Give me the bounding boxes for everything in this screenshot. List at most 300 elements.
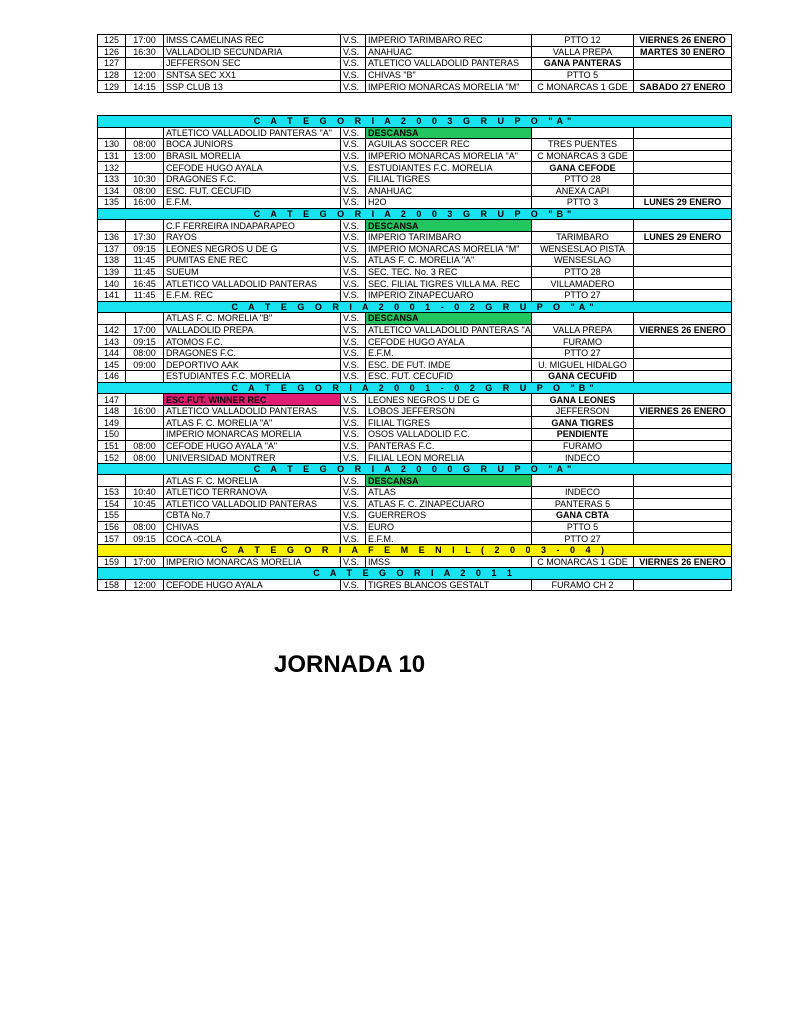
versus-label: V.S. <box>341 359 366 371</box>
versus-label: V.S. <box>341 452 366 464</box>
match-row <box>98 533 732 545</box>
home-team: RAYOS <box>164 231 341 243</box>
home-team: ATLETICO VALLADOLID PANTERAS <box>164 498 341 510</box>
match-time: 17:00 <box>126 556 164 568</box>
match-number: 132 <box>98 162 126 174</box>
match-row <box>98 324 732 336</box>
match-time: 16:00 <box>126 197 164 209</box>
match-time: 17:30 <box>126 231 164 243</box>
match-number: 130 <box>98 139 126 151</box>
home-team: ATLETICO TERRANOVA <box>164 487 341 499</box>
match-number: 157 <box>98 533 126 545</box>
versus-label: V.S. <box>341 220 366 232</box>
match-time: 17:00 <box>126 35 164 47</box>
match-number: 143 <box>98 336 126 348</box>
versus-label: V.S. <box>341 289 366 301</box>
away-team: ESTUDIANTES F.C. MORELIA <box>366 162 532 174</box>
match-number: 156 <box>98 521 126 533</box>
match-number: 138 <box>98 255 126 267</box>
away-team: DESCANSA <box>366 127 532 139</box>
match-number <box>98 220 126 232</box>
match-number: 129 <box>98 81 126 93</box>
versus-label: V.S. <box>341 162 366 174</box>
match-date <box>634 266 732 278</box>
match-row <box>98 429 732 441</box>
away-team: IMPERIO TARIMBARO <box>366 231 532 243</box>
match-row <box>98 371 732 383</box>
match-row <box>98 46 732 58</box>
away-team: IMPERIO ZINAPECUARO <box>366 289 532 301</box>
home-team: PUMITAS ENE REC <box>164 255 341 267</box>
match-number: 155 <box>98 510 126 522</box>
venue: VALLA PREPA <box>532 46 634 58</box>
away-team: PANTERAS F.C. <box>366 440 532 452</box>
versus-label: V.S. <box>341 185 366 197</box>
versus-label: V.S. <box>341 81 366 93</box>
away-team: CHIVAS "B" <box>366 69 532 81</box>
match-time: 08:00 <box>126 347 164 359</box>
versus-label: V.S. <box>341 127 366 139</box>
versus-label: V.S. <box>341 405 366 417</box>
match-number: 135 <box>98 197 126 209</box>
away-team: GUERREROS <box>366 510 532 522</box>
venue: WENSESLAO <box>532 255 634 267</box>
away-team: ANAHUAC <box>366 46 532 58</box>
venue <box>532 127 634 139</box>
home-team: CHIVAS <box>164 521 341 533</box>
venue: GANA TIGRES <box>532 417 634 429</box>
match-number: 133 <box>98 173 126 185</box>
versus-label: V.S. <box>341 336 366 348</box>
venue: PTTO 5 <box>532 521 634 533</box>
versus-label: V.S. <box>341 139 366 151</box>
away-team: ANAHUAC <box>366 185 532 197</box>
versus-label: V.S. <box>341 150 366 162</box>
home-team: ATLETICO VALLADOLID PANTERAS <box>164 278 341 290</box>
away-team: FILIAL TIGRES <box>366 173 532 185</box>
venue: TRES PUENTES <box>532 139 634 151</box>
versus-label: V.S. <box>341 197 366 209</box>
match-row <box>98 452 732 464</box>
match-row <box>98 255 732 267</box>
home-team: ESC. FUT. CECUFID <box>164 185 341 197</box>
versus-label: V.S. <box>341 417 366 429</box>
versus-label: V.S. <box>341 46 366 58</box>
versus-label: V.S. <box>341 69 366 81</box>
match-row <box>98 417 732 429</box>
home-team: E.F.M. <box>164 197 341 209</box>
home-team: DEPORTIVO AAK <box>164 359 341 371</box>
venue: PTTO 27 <box>532 533 634 545</box>
venue: C MONARCAS 1 GDE <box>532 556 634 568</box>
versus-label: V.S. <box>341 278 366 290</box>
jornada-title: JORNADA 10 <box>274 651 426 678</box>
match-number: 128 <box>98 69 126 81</box>
match-number: 125 <box>98 35 126 47</box>
category-header-row <box>98 544 732 556</box>
match-row <box>98 69 732 81</box>
match-time: 16:45 <box>126 278 164 290</box>
versus-label: V.S. <box>341 347 366 359</box>
match-time: 08:00 <box>126 440 164 452</box>
match-number: 150 <box>98 429 126 441</box>
match-row <box>98 394 732 406</box>
versus-label: V.S. <box>341 440 366 452</box>
home-team: ATLETICO VALLADOLID PANTERAS "A" <box>164 127 341 139</box>
category-header-row <box>98 463 732 475</box>
versus-label: V.S. <box>341 35 366 47</box>
away-team: CEFODE HUGO AYALA <box>366 336 532 348</box>
match-row <box>98 231 732 243</box>
venue: GANA CBTA <box>532 510 634 522</box>
versus-label: V.S. <box>341 266 366 278</box>
match-row <box>98 475 732 487</box>
away-team: ATLETICO VALLADOLID PANTERAS <box>366 58 532 70</box>
away-team: ATLAS F. C. ZINAPECUARO <box>366 498 532 510</box>
home-team: CEFODE HUGO AYALA <box>164 579 341 591</box>
away-team: LOBOS JEFFERSON <box>366 405 532 417</box>
home-team: UNIVERSIDAD MONTRER <box>164 452 341 464</box>
match-row <box>98 498 732 510</box>
match-number: 140 <box>98 278 126 290</box>
versus-label: V.S. <box>341 579 366 591</box>
match-date <box>634 452 732 464</box>
match-number: 149 <box>98 417 126 429</box>
category-label: C A T E G O R I A 2 0 0 0 G R U P O "A" <box>98 463 732 475</box>
versus-label: V.S. <box>341 521 366 533</box>
match-number: 159 <box>98 556 126 568</box>
home-team: ATLAS F. C. MORELIA <box>164 475 341 487</box>
match-number: 153 <box>98 487 126 499</box>
versus-label: V.S. <box>341 231 366 243</box>
match-date <box>634 521 732 533</box>
match-date <box>634 127 732 139</box>
match-time: 08:00 <box>126 139 164 151</box>
home-team: BRASIL MORELIA <box>164 150 341 162</box>
venue: INDECO <box>532 487 634 499</box>
versus-label: V.S. <box>341 556 366 568</box>
match-time: 11:45 <box>126 255 164 267</box>
home-team: JEFFERSON SEC <box>164 58 341 70</box>
home-team: SUEUM <box>164 266 341 278</box>
versus-label: V.S. <box>341 58 366 70</box>
match-number: 126 <box>98 46 126 58</box>
versus-label: V.S. <box>341 255 366 267</box>
match-row <box>98 185 732 197</box>
home-team: CBTA No.7 <box>164 510 341 522</box>
match-number: 154 <box>98 498 126 510</box>
category-label: C A T E G O R I A 2 0 0 3 G R U P O "B" <box>98 208 732 220</box>
away-team: TIGRES BLANCOS GESTALT <box>366 579 532 591</box>
venue: PENDIENTE <box>532 429 634 441</box>
match-time: 13:00 <box>126 150 164 162</box>
away-team: DESCANSA <box>366 220 532 232</box>
match-time: 08:00 <box>126 185 164 197</box>
versus-label: V.S. <box>341 498 366 510</box>
category-label: C A T E G O R I A 2 0 0 3 G R U P O "A" <box>98 116 732 128</box>
match-row <box>98 220 732 232</box>
category-header-row <box>98 382 732 394</box>
venue: VALLA PREPA <box>532 324 634 336</box>
match-row <box>98 162 732 174</box>
match-date <box>634 336 732 348</box>
home-team: ESTUDIANTES F.C. MORELIA <box>164 371 341 383</box>
home-team: E.F.M. REC <box>164 289 341 301</box>
match-row <box>98 405 732 417</box>
home-team: CEFODE HUGO AYALA "A" <box>164 440 341 452</box>
match-date <box>634 69 732 81</box>
venue: PTTO 3 <box>532 197 634 209</box>
match-time: 08:00 <box>126 521 164 533</box>
match-date <box>634 475 732 487</box>
versus-label: V.S. <box>341 487 366 499</box>
match-time: 10:45 <box>126 498 164 510</box>
match-time: 11:45 <box>126 266 164 278</box>
match-row <box>98 197 732 209</box>
away-team: IMPERIO TARIMBARO REC <box>366 35 532 47</box>
match-time: 10:40 <box>126 487 164 499</box>
venue: PTTO 12 <box>532 35 634 47</box>
match-time: 09:00 <box>126 359 164 371</box>
match-time <box>126 429 164 441</box>
match-row <box>98 35 732 47</box>
away-team: ESC. DE FUT. IMDE <box>366 359 532 371</box>
away-team: IMPERIO MONARCAS MORELIA "M" <box>366 81 532 93</box>
venue: ANEXA CAPI <box>532 185 634 197</box>
venue: TARIMBARO <box>532 231 634 243</box>
match-time: 09:15 <box>126 336 164 348</box>
versus-label: V.S. <box>341 173 366 185</box>
match-date <box>634 243 732 255</box>
match-time <box>126 510 164 522</box>
versus-label: V.S. <box>341 510 366 522</box>
match-time: 12:00 <box>126 69 164 81</box>
match-date <box>634 487 732 499</box>
category-label: C A T E G O R I A 2 0 0 1 - 0 2 G R U P O "B" <box>98 382 732 394</box>
away-team: SEC. FILIAL TIGRES VILLA MA. REC <box>366 278 532 290</box>
match-number: 145 <box>98 359 126 371</box>
category-label: C A T E G O R I A 2 0 1 1 <box>98 568 732 580</box>
match-date <box>634 313 732 325</box>
venue: PTTO 5 <box>532 69 634 81</box>
match-date <box>634 139 732 151</box>
away-team: IMPERIO MONARCAS MORELIA "M" <box>366 243 532 255</box>
match-time: 14:15 <box>126 81 164 93</box>
home-team: CEFODE HUGO AYALA <box>164 162 341 174</box>
match-number <box>98 313 126 325</box>
match-row <box>98 487 732 499</box>
category-label: C A T E G O R I A 2 0 0 1 - 0 2 G R U P O "A" <box>98 301 732 313</box>
home-team: BOCA JUNIORS <box>164 139 341 151</box>
venue: U. MIGUEL HIDALGO <box>532 359 634 371</box>
match-number: 131 <box>98 150 126 162</box>
match-date <box>634 278 732 290</box>
versus-label: V.S. <box>341 429 366 441</box>
match-row <box>98 289 732 301</box>
match-row <box>98 278 732 290</box>
away-team: DESCANSA <box>366 475 532 487</box>
away-team: DESCANSA <box>366 313 532 325</box>
match-date: VIERNES 26 ENERO <box>634 556 732 568</box>
match-date <box>634 162 732 174</box>
home-team: IMPERIO MONARCAS MORELIA <box>164 429 341 441</box>
venue: GANA CEFODE <box>532 162 634 174</box>
venue: WENSESLAO PISTA <box>532 243 634 255</box>
home-team: SSP CLUB 13 <box>164 81 341 93</box>
match-number: 147 <box>98 394 126 406</box>
match-date <box>634 498 732 510</box>
match-date: MARTES 30 ENERO <box>634 46 732 58</box>
match-date <box>634 371 732 383</box>
category-header-row <box>98 568 732 580</box>
away-team: EURO <box>366 521 532 533</box>
match-number: 158 <box>98 579 126 591</box>
match-date <box>634 429 732 441</box>
venue: INDECO <box>532 452 634 464</box>
home-team: C.F FERREIRA INDAPARAPEO <box>164 220 341 232</box>
venue: PTTO 27 <box>532 347 634 359</box>
match-row <box>98 336 732 348</box>
venue: PTTO 27 <box>532 289 634 301</box>
away-team: ESC. FUT. CECUFID <box>366 371 532 383</box>
away-team: E.F.M. <box>366 533 532 545</box>
home-team: ATLAS F. C. MORELIA "B" <box>164 313 341 325</box>
match-number: 136 <box>98 231 126 243</box>
venue <box>532 220 634 232</box>
venue: FURAMO <box>532 336 634 348</box>
match-row <box>98 127 732 139</box>
away-team: ATLAS F. C. MORELIA "A" <box>366 255 532 267</box>
match-number: 139 <box>98 266 126 278</box>
home-team: ATLAS F. C. MORELIA "A" <box>164 417 341 429</box>
match-time <box>126 313 164 325</box>
match-time <box>126 394 164 406</box>
venue: GANA PANTERAS <box>532 58 634 70</box>
venue: FURAMO <box>532 440 634 452</box>
away-team: AGUILAS SOCCER REC <box>366 139 532 151</box>
away-team: OSOS VALLADOLID F.C. <box>366 429 532 441</box>
match-date <box>634 185 732 197</box>
match-date: LUNES 29 ENERO <box>634 231 732 243</box>
match-number <box>98 475 126 487</box>
match-row <box>98 243 732 255</box>
match-row <box>98 313 732 325</box>
match-number: 127 <box>98 58 126 70</box>
match-date: LUNES 29 ENERO <box>634 197 732 209</box>
category-header-row <box>98 208 732 220</box>
home-team: DRAGONES F.C. <box>164 347 341 359</box>
home-team: VALLADOLID PREPA <box>164 324 341 336</box>
match-date <box>634 533 732 545</box>
match-time: 12:00 <box>126 579 164 591</box>
venue: PANTERAS 5 <box>532 498 634 510</box>
match-row <box>98 510 732 522</box>
match-date <box>634 220 732 232</box>
away-team: IMSS <box>366 556 532 568</box>
venue: GANA LEONES <box>532 394 634 406</box>
venue: C MONARCAS 1 GDE <box>532 81 634 93</box>
match-date <box>634 417 732 429</box>
match-time: 16:30 <box>126 46 164 58</box>
home-team: ESC.FUT. WINNER REC <box>164 394 341 406</box>
match-date: VIERNES 26 ENERO <box>634 324 732 336</box>
match-number: 152 <box>98 452 126 464</box>
venue: GANA CECUFID <box>532 371 634 383</box>
versus-label: V.S. <box>341 243 366 255</box>
versus-label: V.S. <box>341 313 366 325</box>
home-team: VALLADOLID SECUNDARIA <box>164 46 341 58</box>
category-header-row <box>98 301 732 313</box>
match-number: 142 <box>98 324 126 336</box>
match-date <box>634 173 732 185</box>
match-time: 09:15 <box>126 533 164 545</box>
match-row <box>98 556 732 568</box>
match-time: 11:45 <box>126 289 164 301</box>
match-number <box>98 127 126 139</box>
venue: C MONARCAS 3 GDE <box>532 150 634 162</box>
match-number: 144 <box>98 347 126 359</box>
match-number: 134 <box>98 185 126 197</box>
home-team: LEONES NEGROS U DE G <box>164 243 341 255</box>
match-date <box>634 255 732 267</box>
match-row <box>98 173 732 185</box>
away-team: FILIAL TIGRES <box>366 417 532 429</box>
match-time <box>126 58 164 70</box>
match-date <box>634 150 732 162</box>
category-label: C A T E G O R I A F E M E N I L ( 2 0 0 3 - 0 4 ) <box>98 544 732 556</box>
match-number: 151 <box>98 440 126 452</box>
match-time: 16:00 <box>126 405 164 417</box>
away-team: SEC. TEC. No. 3 REC <box>366 266 532 278</box>
match-time <box>126 475 164 487</box>
venue: FURAMO CH 2 <box>532 579 634 591</box>
match-row <box>98 359 732 371</box>
match-row <box>98 579 732 591</box>
match-row <box>98 139 732 151</box>
away-team: E.F.M. <box>366 347 532 359</box>
home-team: COCA -COLA <box>164 533 341 545</box>
venue: PTTO 28 <box>532 266 634 278</box>
match-date <box>634 440 732 452</box>
match-number: 148 <box>98 405 126 417</box>
match-row <box>98 81 732 93</box>
match-date <box>634 359 732 371</box>
venue: JEFFERSON <box>532 405 634 417</box>
home-team: DRAGONES F.C. <box>164 173 341 185</box>
away-team: IMPERIO MONARCAS MORELIA "A" <box>366 150 532 162</box>
away-team: ATLAS <box>366 487 532 499</box>
home-team: ATLETICO VALLADOLID PANTERAS <box>164 405 341 417</box>
away-team: H2O <box>366 197 532 209</box>
match-date <box>634 289 732 301</box>
match-row <box>98 521 732 533</box>
match-time <box>126 162 164 174</box>
match-date: VIERNES 26 ENERO <box>634 35 732 47</box>
venue <box>532 475 634 487</box>
match-date <box>634 347 732 359</box>
away-team: LEONES NEGROS U DE G <box>366 394 532 406</box>
match-number: 137 <box>98 243 126 255</box>
versus-label: V.S. <box>341 533 366 545</box>
schedule-table-top <box>97 34 732 93</box>
versus-label: V.S. <box>341 475 366 487</box>
match-date <box>634 579 732 591</box>
match-row <box>98 266 732 278</box>
match-date: SABADO 27 ENERO <box>634 81 732 93</box>
match-row <box>98 440 732 452</box>
home-team: IMSS CAMELINAS REC <box>164 35 341 47</box>
match-time <box>126 127 164 139</box>
